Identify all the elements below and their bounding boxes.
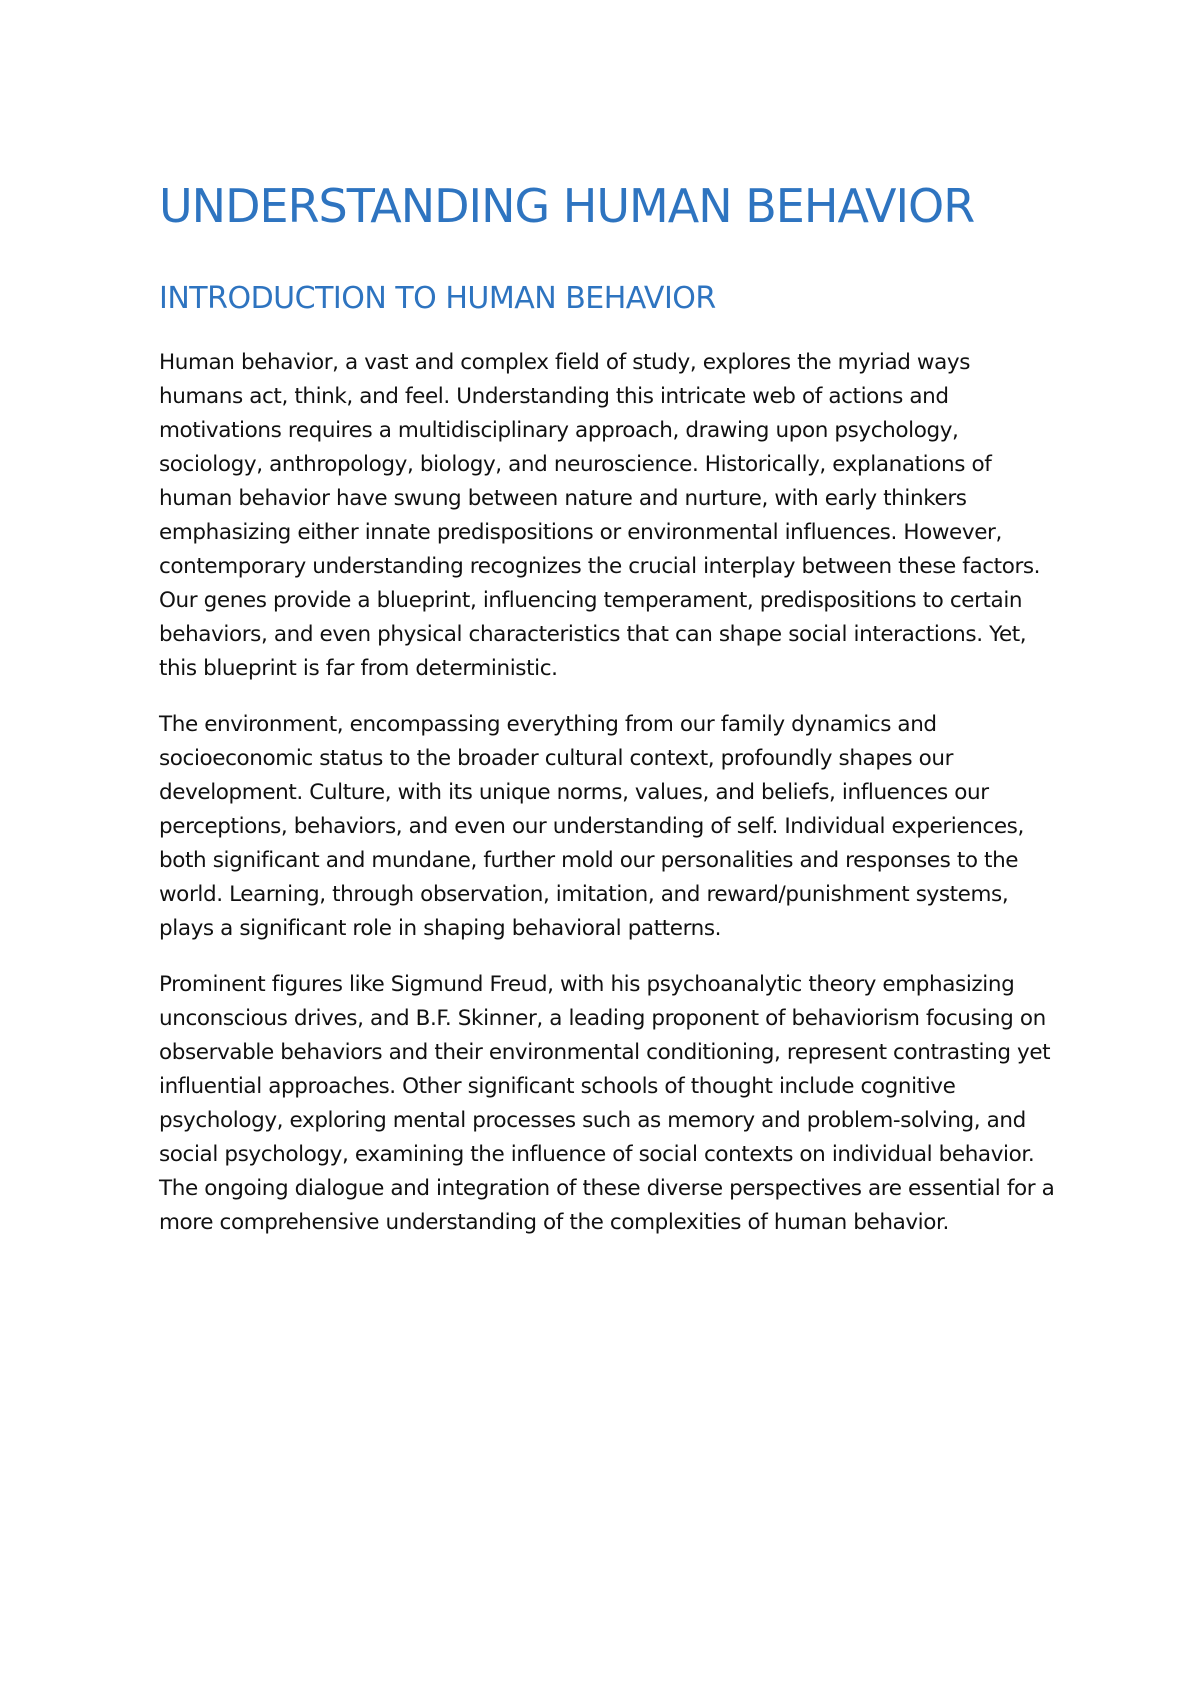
section-heading: INTRODUCTION TO HUMAN BEHAVIOR <box>159 280 716 316</box>
document-page <box>159 180 1059 1240</box>
body-paragraph: Human behavior, a vast and complex field of study, explores the myriad ways humans act, think, and feel. Understanding this intricate web of actions and motivations requires a multidisciplinary approach, drawing upon psychology, sociology, anthropology, biology, and neuroscience. Historically, explanations of human behavior have swung between nature and nurture, with early thinkers emphasizing either innate predispositions or environmental influences. However, contemporary understanding recognizes the crucial interplay between these factors. Our genes provide a blueprint, influencing temperament, predispositions to certain behaviors, and even physical characteristics that can shape social interactions. Yet, this blueprint is far from deterministic. <box>159 349 1041 681</box>
document-title: UNDERSTANDING HUMAN BEHAVIOR <box>159 179 975 233</box>
body-paragraph: The environment, encompassing everything from our family dynamics and socioeconomic status to the broader cultural context, profoundly shapes our development. Culture, with its unique norms, values, and beliefs, influences our perceptions, behaviors, and even our understanding of self. Individual experiences, both significant and mundane, further mold our personalities and responses to the world. Learning, through observation, imitation, and reward/punishment systems, plays a significant role in shaping behavioral patterns. <box>159 711 1024 941</box>
body-paragraph: Prominent figures like Sigmund Freud, with his psychoanalytic theory emphasizing unconscious drives, and B.F. Skinner, a leading proponent of behaviorism focusing on observable behaviors and their environmental conditioning, represent contrasting yet influential approaches. Other significant schools of thought include cognitive psychology, exploring mental processes such as memory and problem-solving, and social psychology, examining the influence of social contexts on individual behavior. The ongoing dialogue and integration of these diverse perspectives are essential for a more comprehensive understanding of the complexities of human behavior. <box>159 971 1055 1235</box>
